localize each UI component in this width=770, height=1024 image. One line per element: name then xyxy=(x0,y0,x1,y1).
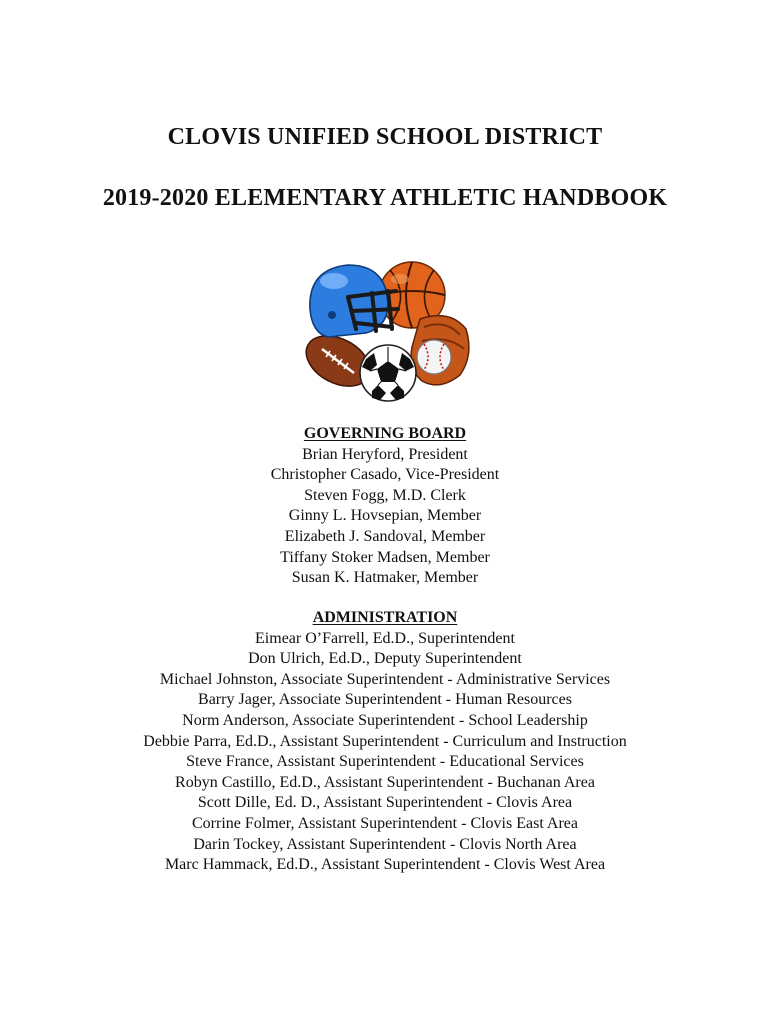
soccer-ball-icon xyxy=(360,345,416,401)
administrator: Norm Anderson, Associate Superintendent - School Leadership xyxy=(182,711,588,729)
governing-board-section xyxy=(0,424,770,589)
administrator: Barry Jager, Associate Superintendent - Human Resources xyxy=(198,691,572,709)
administrator: Darin Tockey, Assistant Superintendent - Clovis North Area xyxy=(193,835,577,853)
administration-heading: ADMINISTRATION xyxy=(312,609,458,626)
board-member: Susan K. Hatmaker, Member xyxy=(291,569,479,587)
administrator: Michael Johnston, Associate Superintendent - Administrative Services xyxy=(159,670,611,688)
administrator: Scott Dille, Ed. D., Assistant Superintendent - Clovis Area xyxy=(197,794,573,812)
administrator: Robyn Castillo, Ed.D., Assistant Superintendent - Buchanan Area xyxy=(175,773,595,791)
board-member: Ginny L. Hovsepian, Member xyxy=(288,507,482,525)
board-member: Elizabeth J. Sandoval, Member xyxy=(284,527,486,545)
baseball-icon xyxy=(417,340,451,374)
administrator: Eimear O’Farrell, Ed.D., Superintendent xyxy=(255,629,515,647)
administrator: Corrine Folmer, Assistant Superintendent - Clovis East Area xyxy=(192,814,578,832)
board-member: Brian Heryford, President xyxy=(302,445,468,463)
governing-board-heading: GOVERNING BOARD xyxy=(303,425,467,442)
administrator: Steve France, Assistant Superintendent - Educational Services xyxy=(186,753,584,771)
handbook-title: 2019-2020 ELEMENTARY ATHLETIC HANDBOOK xyxy=(102,185,668,211)
administration-section xyxy=(0,608,770,876)
board-member: Steven Fogg, M.D. Clerk xyxy=(304,486,466,504)
administrator: Marc Hammack, Ed.D., Assistant Superintendent - Clovis West Area xyxy=(164,856,606,874)
administrator: Debbie Parra, Ed.D., Assistant Superintendent - Curriculum and Instruction xyxy=(143,732,627,750)
sports-balls-clipart-icon xyxy=(300,257,472,405)
board-member: Christopher Casado, Vice-President xyxy=(270,466,500,484)
district-title: CLOVIS UNIFIED SCHOOL DISTRICT xyxy=(167,124,603,150)
board-member: Tiffany Stoker Madsen, Member xyxy=(280,548,490,566)
administrator: Don Ulrich, Ed.D., Deputy Superintendent xyxy=(248,650,522,668)
